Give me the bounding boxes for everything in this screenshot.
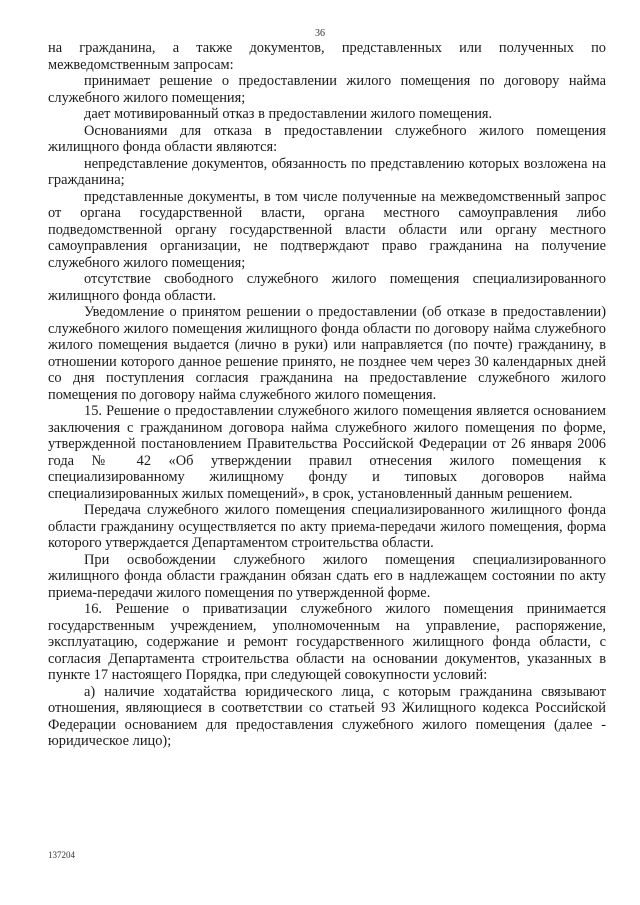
- paragraph: непредставление документов, обязанность по представлению которых возложена на гражданина;: [48, 155, 606, 188]
- paragraph: а) наличие ходатайства юридического лица, с которым гражданина связывают отношения, являющиеся в соответствии со статьей 93 Жилищного кодекса Российской Федерации основанием для предоставления служебного жилого помещения (далее - юридическое лицо);: [48, 683, 606, 749]
- paragraph: дает мотивированный отказ в предоставлении жилого помещения.: [84, 106, 493, 122]
- paragraph: При освобождении служебного жилого помещения специализированного жилищного фонда области гражданин обязан сдать его в надлежащем состоянии по акту приема-передачи жилого помещения по утвержденной форме.: [48, 551, 606, 601]
- paragraph: отсутствие свободного служебного жилого помещения специализированного жилищного фонда области.: [48, 271, 606, 304]
- paragraph: принимает решение о предоставлении жилого помещения по договору найма служебного жилого помещения;: [48, 73, 606, 106]
- paragraph: Передача служебного жилого помещения специализированного жилищного фонда области гражданину осуществляется по акту приема-передачи жилого помещения, форма которого утверждается Департаментом строительства области.: [48, 502, 606, 551]
- paragraph: на гражданина, а также документов, представленных или полученных по межведомственным запросам:: [48, 40, 606, 73]
- document-body: [48, 40, 606, 750]
- paragraph: 15. Решение о предоставлении служебного жилого помещения является основанием заключения с гражданином договора найма служебного жилого помещения по форме, утвержденной постановлением Правительства Российской Федерации от 26 января 2006 года № 42 «Об утверждении правил отнесения жилого помещения к специализированному жилищному фонду и типовых договоров найма специализированных жилых помещений», в срок, установленный данным решением.: [48, 403, 606, 502]
- paragraph: Основаниями для отказа в предоставлении служебного жилого помещения жилищного фонда области являются:: [48, 122, 606, 155]
- document-code: 137204: [48, 850, 75, 860]
- paragraph: 16. Решение о приватизации служебного жилого помещения принимается государственным учреждением, уполномоченным на управление, распоряжение, эксплуатацию, содержание и ремонт государственного жилищного фонда области, с согласия Департамента строительства области на основании документов, указанных в пункте 17 настоящего Порядка, при следующей совокупности условий:: [48, 601, 606, 683]
- paragraph: Уведомление о принятом решении о предоставлении (об отказе в предоставлении) служебного жилого помещения жилищного фонда области по договору найма служебного жилого помещения выдается (лично в руки) или направляется (по почте) гражданину, в отношении которого данное решение принято, не позднее чем через 30 календарных дней со дня поступления согласия гражданина на предоставление служебного жилого помещения по договору найма служебного жилого помещения.: [48, 304, 606, 403]
- paragraph: представленные документы, в том числе полученные на межведомственный запрос от органа государственной власти, органа местного самоуправления либо подведомственной органу государственной власти области или органу местного самоуправления организации, не подтверждают право гражданина на получение служебного жилого помещения;: [48, 188, 606, 271]
- page-number: 36: [315, 28, 325, 39]
